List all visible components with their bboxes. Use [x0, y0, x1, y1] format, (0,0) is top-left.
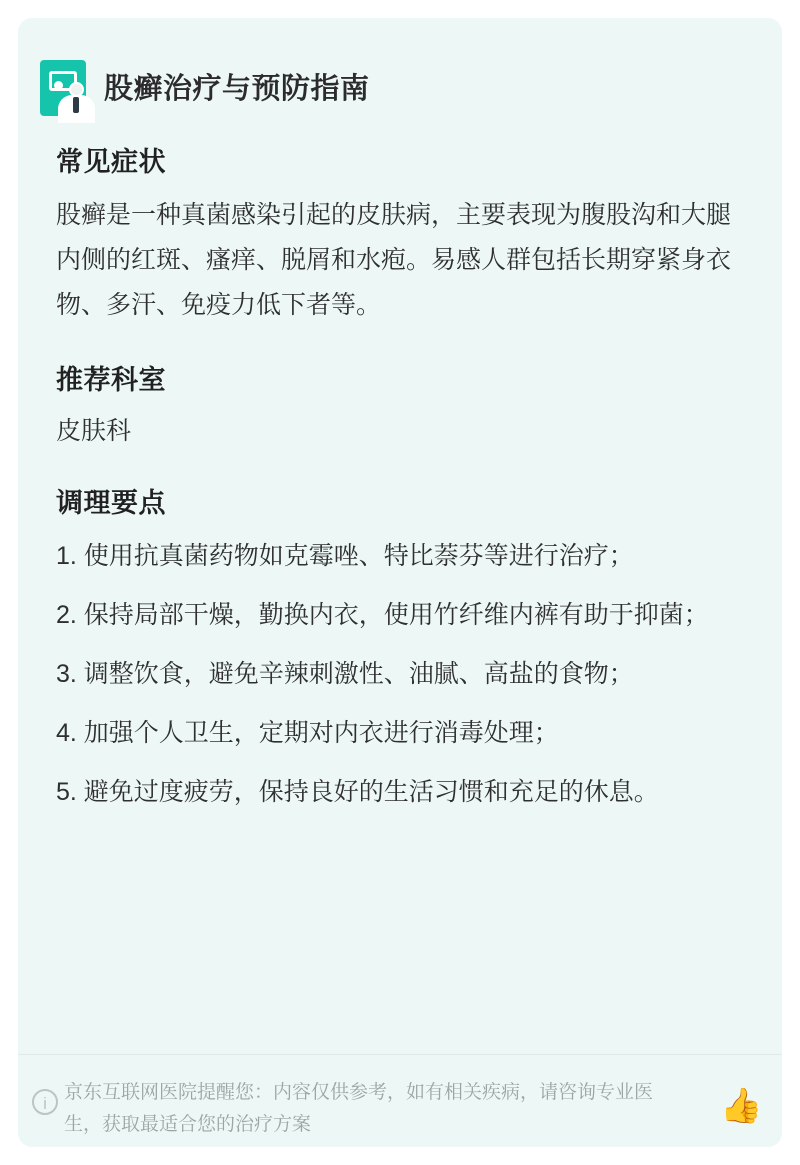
section-symptoms — [56, 140, 752, 328]
section-care — [56, 481, 752, 815]
symptoms-text: 股癣是一种真菌感染引起的皮肤病，主要表现为腹股沟和大腿内侧的红斑、瘙痒、脱屑和水疱。易感人群包括长期穿紧身衣物、多汗、免疫力低下者等。 — [56, 201, 732, 319]
department-text: 皮肤科 — [56, 417, 132, 445]
list-item: 1. 使用抗真菌药物如克霉唑、特比萘芬等进行治疗； — [56, 542, 634, 570]
doctor-document-icon — [40, 60, 92, 122]
list-item: 2. 保持局部干燥，勤换内衣，使用竹纤维内裤有助于抑菌； — [56, 601, 709, 629]
article-content — [56, 140, 752, 845]
article-card — [18, 18, 782, 1147]
doctor-tie — [73, 97, 79, 113]
care-heading: 调理要点 — [56, 488, 166, 518]
list-item: 3. 调整饮食，避免辛辣刺激性、油腻、高盐的食物； — [56, 660, 634, 688]
care-points-list — [56, 534, 752, 815]
list-item: 4. 加强个人卫生，定期对内衣进行消毒处理； — [56, 719, 559, 747]
list-item: 5. 避免过度疲劳，保持良好的生活习惯和充足的休息。 — [56, 778, 659, 806]
department-heading: 推荐科室 — [56, 365, 166, 395]
info-icon: i — [32, 1089, 58, 1115]
thumbs-up-icon[interactable]: 👍 — [720, 1087, 763, 1125]
page-title: 股癣治疗与预防指南 — [104, 73, 370, 105]
footer-disclaimer-bar — [18, 1054, 782, 1147]
disclaimer-text: 京东互联网医院提醒您：内容仅供参考，如有相关疾病，请咨询专业医生，获取最适合您的治疗方案 — [64, 1082, 654, 1135]
section-department — [56, 358, 752, 451]
symptoms-heading: 常见症状 — [56, 147, 166, 177]
